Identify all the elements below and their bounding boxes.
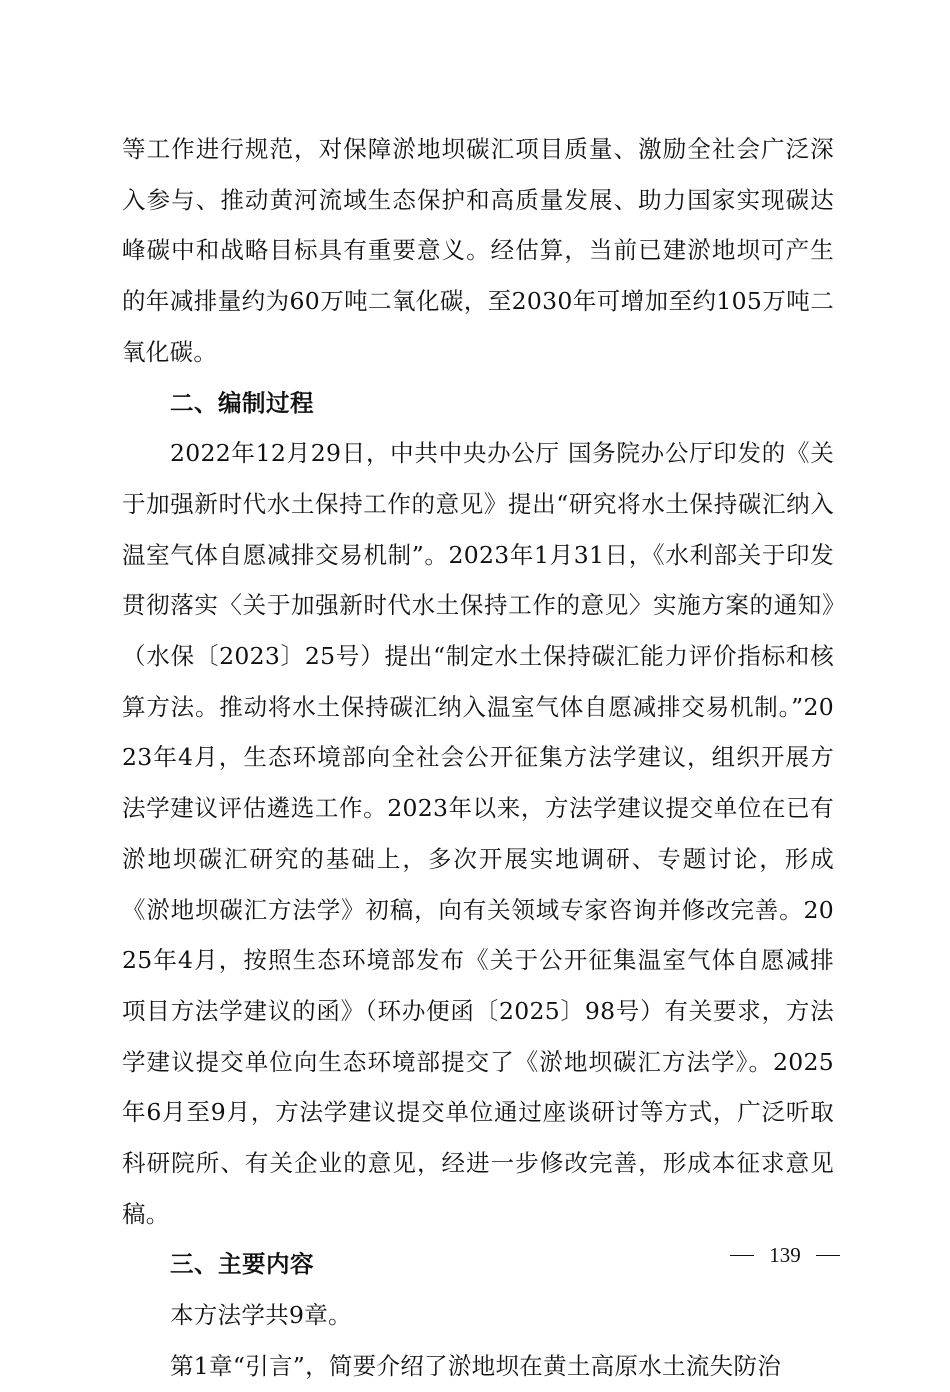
paragraph-drafting-process: 2022年12月29日，中共中央办公厅 国务院办公厅印发的《关于加强新时代水土保持工作的意见》提出“研究将水土保持碳汇纳入温室气体自愿减排交易机制”。2023年1月31日，《水利部关于印发贯彻落实〈关于加强新时代水土保持工作的意见〉实施方案的通知》（水保〔2023〕25号）提出“制定水土保持碳汇能力评价指标和核算方法。推动将水土保持碳汇纳入温室气体自愿减排交易机制。”2023年4月，生态环境部向全社会公开征集方法学建议，组织开展方法学建议评估遴选工作。2023年以来，方法学建议提交单位在已有淤地坝碳汇研究的基础上，多次开展实地调研、专题讨论，形成《淤地坝碳汇方法学》初稿，向有关领域专家咨询并修改完善。2025年4月，按照生态环境部发布《关于公开征集温室气体自愿减排项目方法学建议的函》（环办便函〔2025〕98号）有关要求，方法学建议提交单位向生态环境部提交了《淤地坝碳汇方法学》。2025年6月至9月，方法学建议提交单位通过座谈研讨等方式，广泛听取科研院所、有关企业的意见，经进一步修改完善，形成本征求意见稿。 xyxy=(122,439,834,1228)
paragraph-background-continued: 等工作进行规范，对保障淤地坝碳汇项目质量、激励全社会广泛深入参与、推动黄河流域生态保护和高质量发展、助力国家实现碳达峰碳中和战略目标具有重要意义。经估算，当前已建淤地坝可产生的年减排量约为60万吨二氧化碳，至2030年可增加至约105万吨二氧化碳。 xyxy=(122,135,834,366)
section-heading-drafting-process: 二、编制过程 xyxy=(170,388,314,417)
document-body xyxy=(122,124,834,1392)
right-dash xyxy=(816,1255,840,1256)
section-heading-main-content: 三、主要内容 xyxy=(170,1250,314,1279)
paragraph-chapter-count: 本方法学共9章。 xyxy=(170,1301,352,1330)
page-number: 139 xyxy=(769,1242,801,1267)
page-number-footer xyxy=(730,1240,840,1270)
left-dash xyxy=(730,1255,754,1256)
paragraph-chapter-1-intro: 第1章“引言”，简要介绍了淤地坝在黄土高原水土流失防治 xyxy=(170,1351,782,1380)
